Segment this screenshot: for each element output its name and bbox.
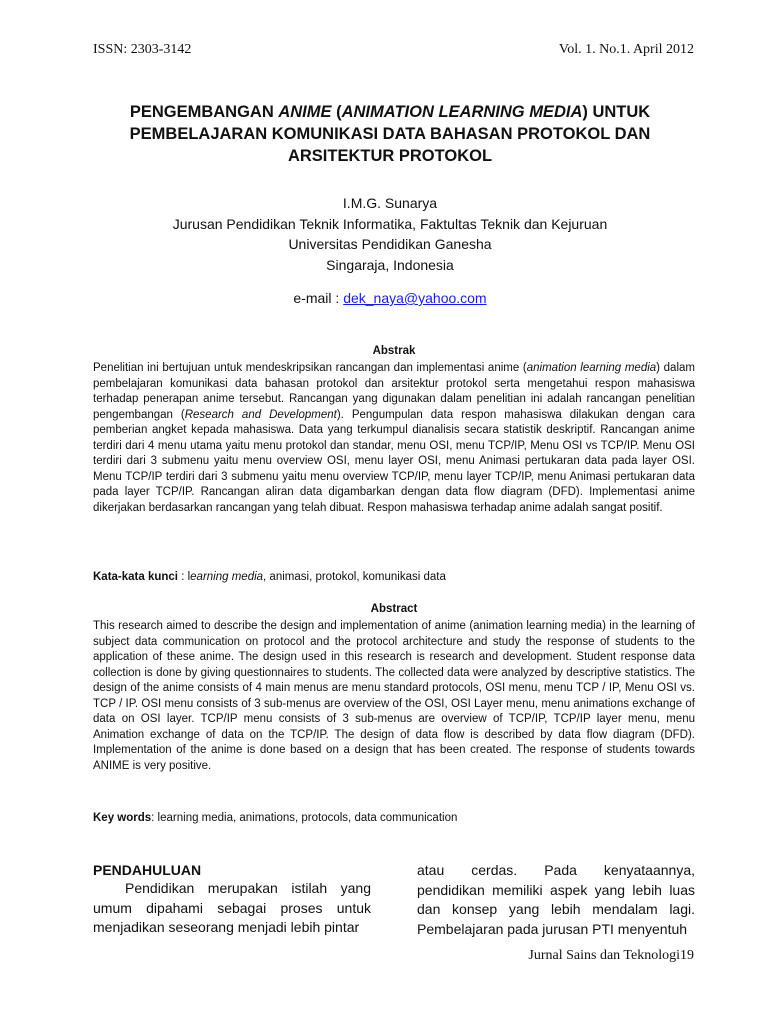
journal-name: Jurnal Sains dan Teknologi bbox=[528, 948, 680, 963]
intro-left-column bbox=[93, 861, 371, 938]
title-italic: ANIME bbox=[278, 103, 332, 121]
kata-kunci-sep: : l bbox=[178, 571, 191, 583]
author-block bbox=[90, 193, 690, 275]
paper-title bbox=[90, 101, 690, 167]
intro-paragraph-right: atau cerdas. Pada kenyataannya, pendidikan memiliki aspek yang lebih luas dan konsep yang lebih mendalam lagi. Pembelajaran pada jurusan PTI menyentuh bbox=[417, 862, 695, 937]
volume-label: Vol. 1. No.1. April 2012 bbox=[558, 42, 694, 57]
kata-kunci-label: Kata-kata kunci bbox=[93, 571, 179, 583]
email-label: e-mail : bbox=[293, 290, 344, 306]
abstrak-text: ) dalam pembelajaran komunikasi data bahasan protokol dan arsitektur protokol serta mengetahui respon mahasiswa terhadap penerapan anime tersebut. Rancangan yang digunakan dalam penelitian ini adalah rancangan penelitian pengembangan ( bbox=[93, 362, 695, 421]
issn-label: ISSN: 2303-3142 bbox=[93, 42, 192, 57]
footer bbox=[528, 948, 694, 964]
abstrak-text: Penelitian ini bertujuan untuk mendeskripsikan rancangan dan implementasi anime ( bbox=[93, 362, 527, 374]
abstract-body: This research aimed to describe the design and implementation of anime (animation learning media) in the learning of subject data communication on protocol and the protocol architecture and study the response of students to the application of these anime. The design used in this research is research and development. Student response data collection is done by giving questionnaires to students. The collected data were analyzed by descriptive statistics. The design of the anime consists of 4 main menus are menu standard protocols, OSI menu, menu TCP / IP, Menu OSI vs. TCP / IP. OSI menu consists of 3 sub-menus are overview of the OSI, OSI Layer menu, menu animations exchange of data on OSI layer. TCP/IP menu consists of 3 sub-menus are overview of TCP/IP, TCP/IP layer menu, menu Animation exchange of data on the TCP/IP. The design of data flow is described by data flow diagram (DFD). Implementation of the anime is done based on a design that has been created. The response of students towards ANIME is very positive. bbox=[93, 620, 695, 772]
title-part: PENGEMBANGAN bbox=[129, 103, 279, 121]
intro-right-column bbox=[417, 861, 695, 939]
author-name: I.M.G. Sunarya bbox=[342, 195, 438, 211]
abstrak-heading: Abstrak bbox=[372, 345, 416, 357]
key-words bbox=[93, 812, 695, 824]
key-words-label: Key words bbox=[93, 812, 152, 824]
email-line bbox=[90, 290, 690, 306]
intro-paragraph-left: Pendidikan merupakan istilah yang umum dipahami sebagai proses untuk menjadikan seseorang menjadi lebih pintar bbox=[93, 880, 371, 935]
section-heading: PENDAHULUAN bbox=[93, 862, 202, 878]
abstrak-body bbox=[93, 361, 695, 516]
title-part: ( bbox=[331, 103, 342, 121]
title-italic: ANIMATION LEARNING MEDIA bbox=[341, 103, 583, 121]
email-link[interactable]: dek_naya@yahoo.com bbox=[343, 290, 487, 306]
kata-kunci-rest: , animasi, protokol, komunikasi data bbox=[263, 571, 446, 583]
kata-kunci bbox=[93, 571, 695, 583]
key-words-text: : learning media, animations, protocols, data communication bbox=[151, 812, 458, 824]
abstrak-italic: Research and Development bbox=[184, 408, 337, 421]
author-university: Universitas Pendidikan Ganesha bbox=[288, 236, 492, 252]
abstrak-text: ). Pengumpulan data respon mahasiswa dilakukan dengan cara pemberian angket kepada mahasiswa. Data yang terkumpul dianalisis secara statistik deskriptif. Rancangan anime terdiri dari 4 menu utama yaitu menu protokol dan standar, menu OSI, menu TCP/IP, Menu OSI vs TCP/IP. Menu OSI terdiri dari 3 submenu yaitu menu overview OSI, menu layer OSI, menu Animasi pertukaran data pada layer OSI. Menu TCP/IP terdiri dari 3 submenu yaitu menu overview TCP/IP, menu layer TCP/IP, menu Animasi pertukaran data pada layer TCP/IP. Rancangan aliran data digambarkan dengan data flow diagram (DFD). Implementasi anime dikerjakan berdasarkan rancangan yang telah dibuat. Respon mahasiswa terhadap anime adalah sangat positif. bbox=[93, 408, 695, 514]
author-location: Singaraja, Indonesia bbox=[326, 256, 454, 273]
author-department: Jurusan Pendidikan Teknik Informatika, Faktultas Teknik dan Kejuruan bbox=[172, 215, 608, 232]
kata-kunci-italic: earning media bbox=[190, 571, 264, 583]
abstrak-italic: animation learning media bbox=[526, 362, 657, 374]
page-number: 19 bbox=[680, 948, 694, 963]
abstract-heading: Abstract bbox=[370, 603, 418, 615]
title-part: ) UNTUK PEMBELAJARAN KOMUNIKASI DATA BAHASAN PROTOKOL DAN ARSITEKTUR PROTOKOL bbox=[129, 103, 651, 165]
